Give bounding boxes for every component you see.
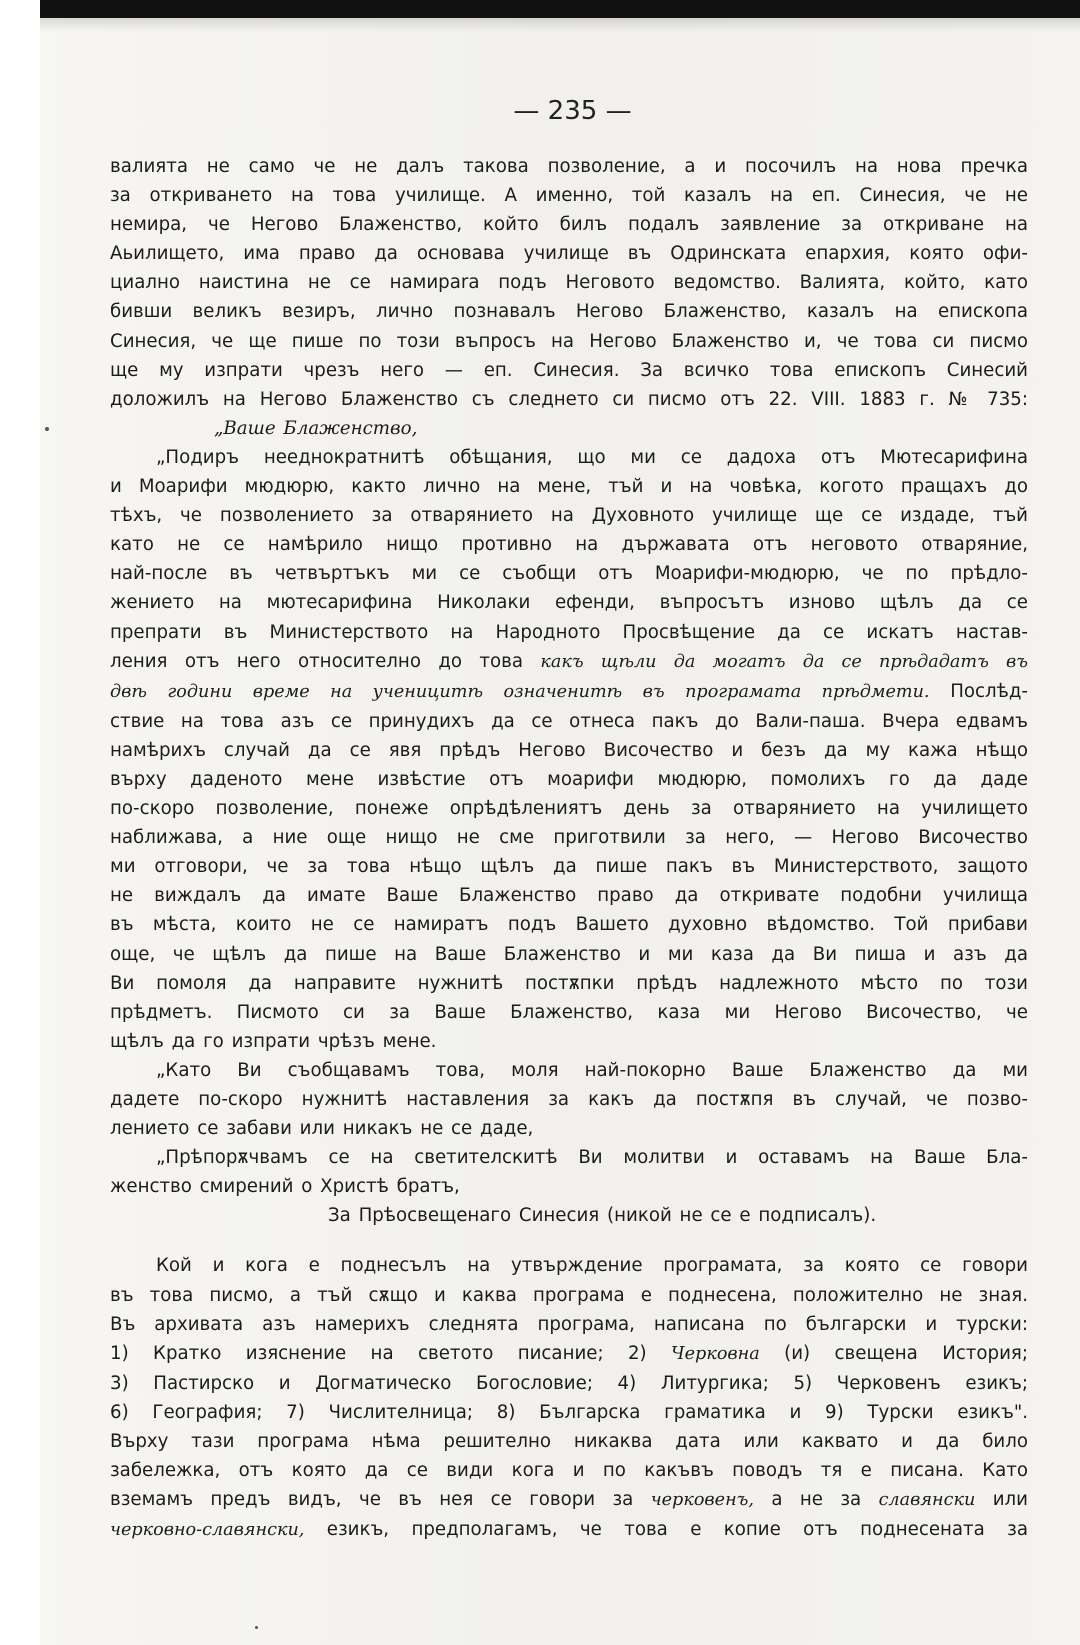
text-line: Аьилището, има право да основава училище въ Одринската епархия, която офи- (110, 243, 1028, 265)
text-line: наближава, а ние още нищо не сме приготвили за него, — Негово Височество (110, 827, 1028, 849)
text-line: Кой и кога е поднесълъ на утвърждение програмата, за която се говори (156, 1255, 1028, 1277)
text-line: „Прѣпорѫчвамъ се на светителскитѣ Ви молитви и оставамъ на Ваше Бла- (156, 1147, 1028, 1169)
text-line (110, 677, 1028, 707)
italic-text: славянски (878, 1490, 976, 1511)
top-border (40, 0, 1080, 18)
text-line: ми отговори, че за това нѣщо щѣлъ да пише пакъ въ Министерството, защото (110, 856, 1028, 878)
text-line (110, 1339, 1028, 1369)
text-line: още, че щѣлъ да пише на Ваше Блаженство и ми каза да Ви пиша и азъ да (110, 943, 1028, 965)
text-line (110, 1515, 1028, 1545)
text-line: 3) Пастирско и Догматическо Богословие; 4) Литургика; 5) Черковенъ езикъ; (110, 1372, 1028, 1394)
margin-mark (255, 1626, 258, 1629)
text-line: женство смирений о Христѣ братъ, (110, 1176, 460, 1198)
text-line: Върху тази програма нѣма решително никаква дата или каквато и да било (110, 1431, 1028, 1453)
text-line: „Като Ви съобщавамъ това, моля най-покорно Ваше Блаженство да ми (156, 1059, 1028, 1081)
text-line: 6) География; 7) Числителница; 8) Българска граматика и 9) Турски езикъ". (110, 1401, 1028, 1423)
italic-text: какъ щѣли да могатъ да се прѣдадатъ въ (540, 651, 1028, 672)
text-line: ствие на това азъ се принудихъ да се отнеса пакъ до Вали-паша. Вчера едвамъ (110, 710, 1028, 732)
text-line: въ мѣста, които не се намиратъ подъ Вашето духовно вѣдомство. Той прибави (110, 914, 1028, 936)
text-line: бивши великъ везиръ, лично познавалъ Негово Блаженство, казалъ на епископа (110, 301, 1028, 323)
text-line: щѣлъ да го изпрати чрѣзъ мене. (110, 1030, 437, 1052)
letter-salutation: „Ваше Блаженство, (214, 417, 418, 439)
text-line: като не се намѣрило нищо противно на държавата отъ неговото отваряние, (110, 534, 1028, 556)
italic-text: Черковна (671, 1343, 760, 1364)
top-border-shadow (40, 18, 1080, 32)
text-line: циално наистина не се намираrа подъ Неговото ведомство. Валията, който, като (110, 272, 1028, 294)
text-segment: (и) свещена История; (784, 1342, 1028, 1364)
text-segment: 1) Кратко изяснение на светото писание; 2) (110, 1342, 647, 1364)
text-segment: Послѣд- (950, 680, 1028, 702)
text-line: лението се забави или никакъ не се даде, (110, 1118, 534, 1140)
italic-text: черковенъ, (650, 1490, 754, 1511)
text-line: и Моарифи мюдюрю, както лично на мене, тъй и на човѣка, когото пращахъ до (110, 476, 1028, 498)
text-line (110, 647, 1028, 677)
text-line: най-после въ четвъртъкъ ми се съобщи отъ Моарифи-мюдюрю, че по прѣдло- (110, 563, 1028, 585)
letter-signature: За Прѣосвещенаго Синесия (никой не се е подписалъ). (328, 1205, 877, 1227)
text-line: не виждалъ да имате Ваше Блаженство право да откривате подобни училища (110, 885, 1028, 907)
text-line: Синесия, че ще пише по този въпросъ на Негово Блаженство и, че това си писмо (110, 330, 1028, 352)
text-line: жението на мютесарифина Николаки ефенди, въпросътъ изново щѣлъ да се (110, 592, 1028, 614)
italic-text: двѣ години време на ученицитѣ означенитѣ въ програмата прѣдмети. (110, 681, 930, 702)
text-line: „Подиръ нееднократнитѣ обѣщания, що ми се дадоха отъ Мютесарифина (156, 446, 1028, 468)
text-line: тѣхъ, че позволението за отварянието на Духовното училище ще се издаде, тъй (110, 505, 1028, 527)
scan-margin (0, 0, 40, 1645)
text-line: Въ архивата азъ намерихъ следнята програма, написана по български и турски: (110, 1313, 1028, 1335)
text-line: за откриването на това училище. А именно, той казалъ на еп. Синесия, че не (110, 185, 1028, 207)
text-line: прѣдметъ. Писмото си за Ваше Блаженство, каза ми Негово Височество, че (110, 1001, 1028, 1023)
text-line: Ви помоля да направите нужнитѣ постѫпки прѣдъ надлежното мѣсто по този (110, 972, 1028, 994)
text-line: валията не само че не далъ такова позволение, а и посочилъ на нова пречка (110, 156, 1028, 177)
margin-mark (45, 427, 49, 431)
text-line (110, 1485, 1028, 1515)
text-line: забележка, отъ която да се види кога и по какъвъ поводъ тя е писана. Като (110, 1460, 1028, 1482)
text-line: намѣрихъ случай да се явя прѣдъ Негово Височество и безъ да му кажа нѣщо (110, 739, 1028, 761)
text-segment: вземамъ предъ видъ, че въ нея се говори за (110, 1489, 634, 1511)
text-segment: или (992, 1489, 1028, 1511)
paragraph-gap (110, 1230, 1028, 1251)
text-segment: ления отъ него относително до това (110, 650, 524, 672)
text-segment: а не за (771, 1489, 862, 1511)
text-line: по-скоро позволение, понеже опрѣдѣлениятъ день за отварянието на училището (110, 798, 1028, 820)
page-body (110, 152, 1028, 1545)
text-line: въ това писмо, а тъй сѫщо и каква програма е поднесена, положително не зная. (110, 1284, 1028, 1306)
text-line: ще му изпрати чрезъ него — еп. Синесия. За всичко това епископъ Синесий (110, 359, 1028, 381)
text-line: препрати въ Министерството на Народното Просвѣщение да се искатъ настав- (110, 621, 1028, 643)
text-line: дадете по-скоро нужнитѣ наставления за какъ да постѫпя въ случай, че позво- (110, 1089, 1028, 1110)
text-line: доложилъ на Негово Блаженство съ следнето си писмо отъ 22. VIII. 1883 г. № 735: (110, 388, 1028, 410)
page-number: — 235 — (513, 96, 632, 126)
text-line: върху даденото мене извѣстие отъ моарифи мюдюрю, помолихъ го да даде (110, 768, 1028, 790)
italic-text: черковно-славянски, (110, 1520, 305, 1541)
text-line: немира, че Негово Блаженство, който билъ подалъ заявление за откриване на (110, 214, 1028, 236)
text-segment: езикъ, предполагамъ, че това е копие отъ поднесената за (326, 1519, 1028, 1541)
